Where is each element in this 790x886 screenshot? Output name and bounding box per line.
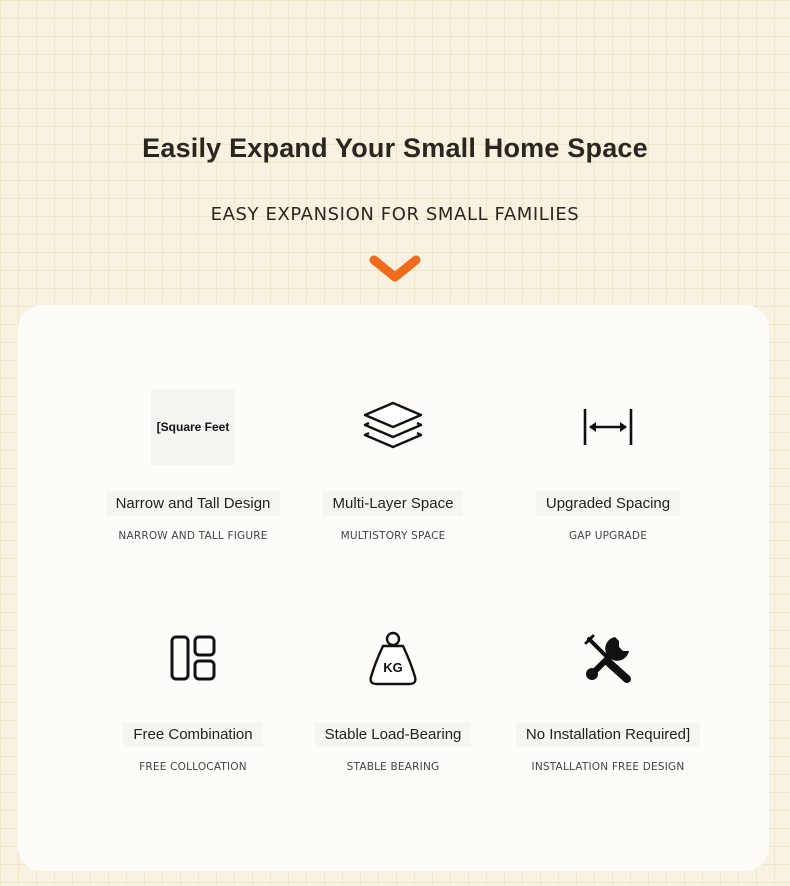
feature-title: Narrow and Tall Design [106, 491, 281, 516]
feature-free-combination [83, 618, 303, 773]
feature-multi-layer [283, 387, 503, 542]
feature-subtitle: NARROW AND TALL FIGURE [118, 530, 268, 542]
feature-subtitle: STABLE BEARING [346, 761, 440, 773]
features-card [18, 305, 769, 871]
feature-upgraded-spacing [498, 387, 718, 542]
page-title: Easily Expand Your Small Home Space [142, 133, 648, 163]
feature-title: Upgraded Spacing [536, 491, 680, 516]
feature-subtitle: FREE COLLOCATION [139, 761, 247, 773]
square-feet-icon [151, 389, 235, 465]
weight-kg-icon [367, 629, 419, 687]
kg-label: KG [383, 660, 403, 675]
feature-subtitle: INSTALLATION FREE DESIGN [531, 761, 685, 773]
feature-subtitle: MULTISTORY SPACE [340, 530, 446, 542]
feature-title: Stable Load-Bearing [315, 722, 472, 747]
feature-title: Multi-Layer Space [323, 491, 464, 516]
page-subtitle: EASY EXPANSION FOR SMALL FAMILIES [210, 204, 580, 225]
feature-no-installation [498, 618, 718, 773]
square-feet-label: [Square Feet [156, 420, 230, 434]
layout-icon [169, 634, 217, 682]
feature-subtitle: GAP UPGRADE [568, 530, 648, 542]
layers-icon [361, 399, 425, 455]
feature-title: No Installation Required] [516, 722, 700, 747]
chevron-down-icon [367, 251, 423, 285]
tools-icon [583, 633, 633, 683]
feature-load-bearing [283, 618, 503, 773]
feature-narrow-tall [83, 387, 303, 542]
feature-title: Free Combination [123, 722, 262, 747]
width-arrows-icon [582, 406, 634, 448]
